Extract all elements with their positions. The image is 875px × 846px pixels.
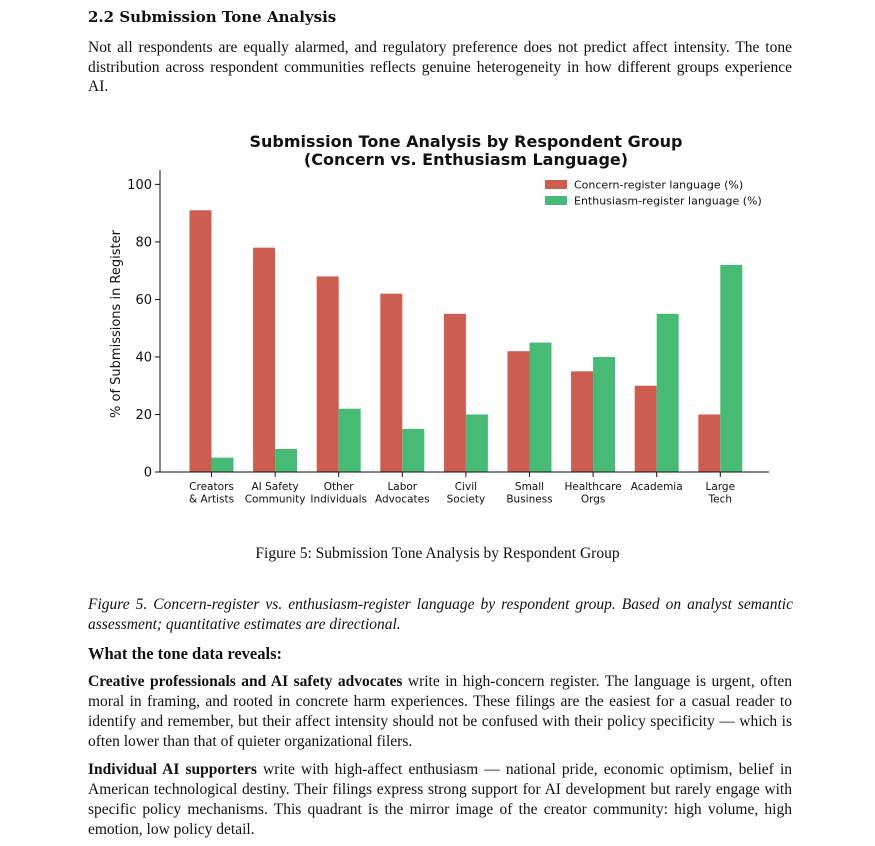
section-title: 2.2 Submission Tone Analysis <box>88 8 337 26</box>
bar-concern <box>508 351 530 472</box>
paragraph-body: write with high-affect enthusiasm — national pride, economic optimism, belief in American technological destiny. Their filings express strong support for AI development but rarely engage with specific policy mechanisms. This quadrant is the mirror image of the creator community: high volume, high emotion, low policy detail. <box>88 761 792 838</box>
chart-subtitle: (Concern vs. Enthusiasm Language) <box>303 150 629 169</box>
y-tick-label: 40 <box>135 350 152 366</box>
bar-concern <box>571 371 593 472</box>
bar-concern <box>317 276 339 472</box>
x-tick-label: Individuals <box>310 493 368 506</box>
bar-concern <box>380 294 402 472</box>
bar-enthusiasm <box>720 265 742 472</box>
x-tick-label: Large <box>705 481 736 493</box>
legend-label-concern: Concern-register language (%) <box>574 178 744 192</box>
y-tick-label: 0 <box>143 465 152 481</box>
x-tick-label: & Artists <box>188 493 235 506</box>
bar-enthusiasm <box>466 414 488 472</box>
y-tick-label: 80 <box>135 235 152 251</box>
bar-concern <box>444 314 466 472</box>
x-tick-label: Orgs <box>580 493 606 506</box>
figure-note: Figure 5. Concern-register vs. enthusiasm-register language by respondent group. Based on analyst semantic assessment; quantitative estimates are directional. <box>88 596 793 633</box>
x-tick-label: Other <box>323 481 354 493</box>
y-tick-label: 20 <box>135 407 152 423</box>
x-tick-label: Small <box>514 481 545 493</box>
bar-enthusiasm <box>530 343 552 472</box>
bar-concern <box>635 386 657 472</box>
y-tick-label: 100 <box>127 177 152 193</box>
x-tick-label: Tech <box>708 493 733 506</box>
x-tick-label: Civil <box>454 481 478 493</box>
bar-enthusiasm <box>402 429 424 472</box>
bar-concern <box>190 210 212 472</box>
x-tick-label: Academia <box>630 481 683 493</box>
reveals-heading: What the tone data reveals: <box>88 644 283 663</box>
bar-concern <box>253 248 275 472</box>
bar-enthusiasm <box>593 357 615 472</box>
figure-caption: Figure 5: Submission Tone Analysis by Respondent Group <box>255 545 620 562</box>
paragraph-lead: Individual AI supporters <box>88 761 257 778</box>
bar-enthusiasm <box>657 314 679 472</box>
paragraph-body: write in high-concern register. The language is urgent, often moral in framing, and rooted in concrete harm experiences. These filings are the easiest for a casual reader to identify and remember, but their affect intensity should not be confused with their policy specificity — which is often lower than that of quieter organizational filers. <box>88 673 793 750</box>
x-tick-label: Advocates <box>375 493 430 506</box>
bar-concern <box>698 414 720 472</box>
x-tick-label: AI Safety <box>251 481 299 493</box>
bar-enthusiasm <box>275 449 297 472</box>
x-tick-label: Labor <box>387 481 418 493</box>
bar-enthusiasm <box>212 458 234 472</box>
paragraph-lead: Creative professionals and AI safety advocates <box>88 673 403 690</box>
x-tick-label: Healthcare <box>564 481 622 493</box>
legend-label-enthusiasm: Enthusiasm-register language (%) <box>574 194 762 208</box>
intro-paragraph: Not all respondents are equally alarmed, and regulatory preference does not predict affect intensity. The tone distribution across respondent communities reflects genuine heterogeneity in how different groups experience AI. <box>88 39 792 95</box>
legend-swatch-concern <box>545 180 567 189</box>
x-tick-label: Creators <box>189 481 234 493</box>
legend-swatch-enthusiasm <box>545 196 567 205</box>
paragraph-creators <box>88 672 792 752</box>
y-tick-label: 60 <box>135 292 152 308</box>
y-axis-label: % of Submissions in Register <box>109 230 124 418</box>
chart-title: Submission Tone Analysis by Respondent Group <box>249 132 683 151</box>
x-tick-label: Community <box>244 493 306 506</box>
bar-enthusiasm <box>339 409 361 472</box>
paragraph-supporters <box>88 760 792 840</box>
x-tick-label: Business <box>506 493 553 506</box>
x-tick-label: Society <box>446 493 486 506</box>
